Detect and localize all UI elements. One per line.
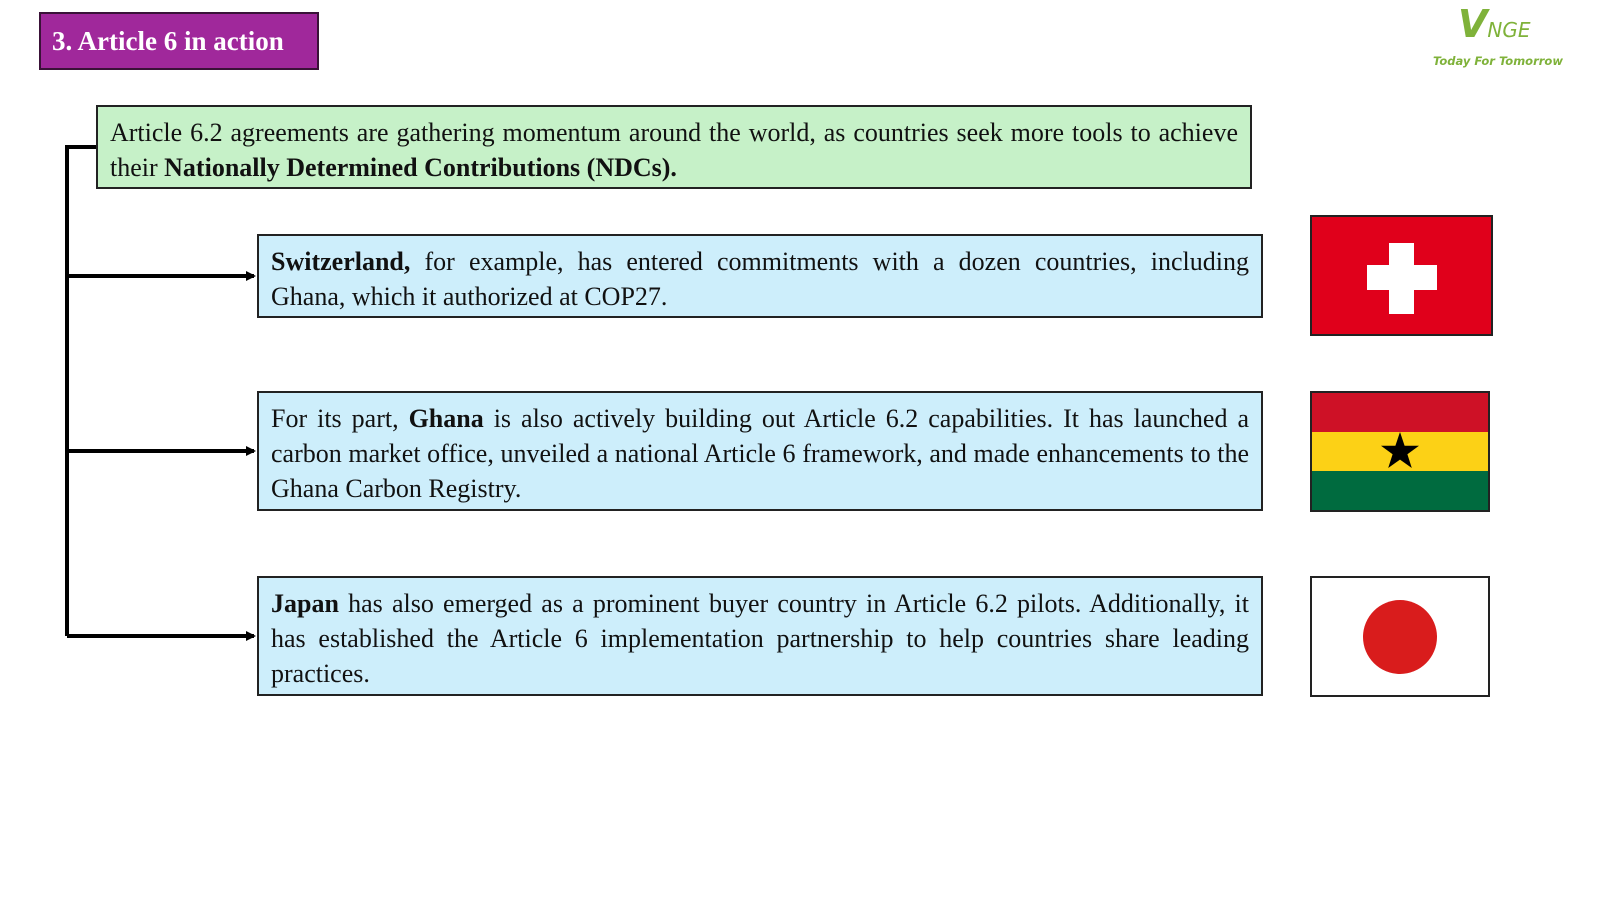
item-box-switzerland <box>257 234 1263 318</box>
swiss-cross-icon <box>1312 217 1491 334</box>
item-text: for example, has entered commitments with a dozen countries, including Ghana, which it authorized at COP27. <box>271 247 1249 311</box>
ghana-flag-icon <box>1312 393 1488 510</box>
intro-text-bold: Nationally Determined Contributions (NDCs). <box>164 153 677 182</box>
intro-text: Article 6.2 agreements are gathering momentum around the world, as countries seek more tools to achieve their <box>110 118 1238 182</box>
logo-mark <box>1458 2 1531 46</box>
item-box-ghana <box>257 391 1263 511</box>
ghana-flag <box>1310 391 1490 512</box>
item-country: Switzerland, <box>271 247 411 276</box>
item-country: Ghana <box>408 404 484 433</box>
slide-title <box>39 12 319 70</box>
switzerland-flag <box>1310 215 1493 336</box>
item-text: has also emerged as a prominent buyer country in Article 6.2 pilots. Additionally, it has established the Article 6 implementation partnership to help countries share leading practices. <box>271 589 1249 688</box>
item-lead: For its part, <box>271 404 409 433</box>
item-country: Japan <box>271 589 339 618</box>
item-text: is also actively building out Article 6.2 capabilities. It has launched a carbon market office, unveiled a national Article 6 framework, and made enhancements to the Ghana Carbon Registry. <box>271 404 1249 503</box>
red-sun-icon <box>1363 600 1437 674</box>
japan-flag <box>1310 576 1490 697</box>
item-box-japan <box>257 576 1263 696</box>
slide-title-text: 3. Article 6 in action <box>52 25 284 56</box>
logo-tagline: Today For Tomorrow <box>1433 54 1563 68</box>
vnge-logo <box>1428 2 1593 77</box>
intro-box <box>96 105 1252 189</box>
japan-flag-icon <box>1312 578 1488 695</box>
connector-trunk <box>67 147 96 636</box>
logo-mark-v: V <box>1458 2 1488 46</box>
logo-mark-rest: NGE <box>1487 18 1531 42</box>
